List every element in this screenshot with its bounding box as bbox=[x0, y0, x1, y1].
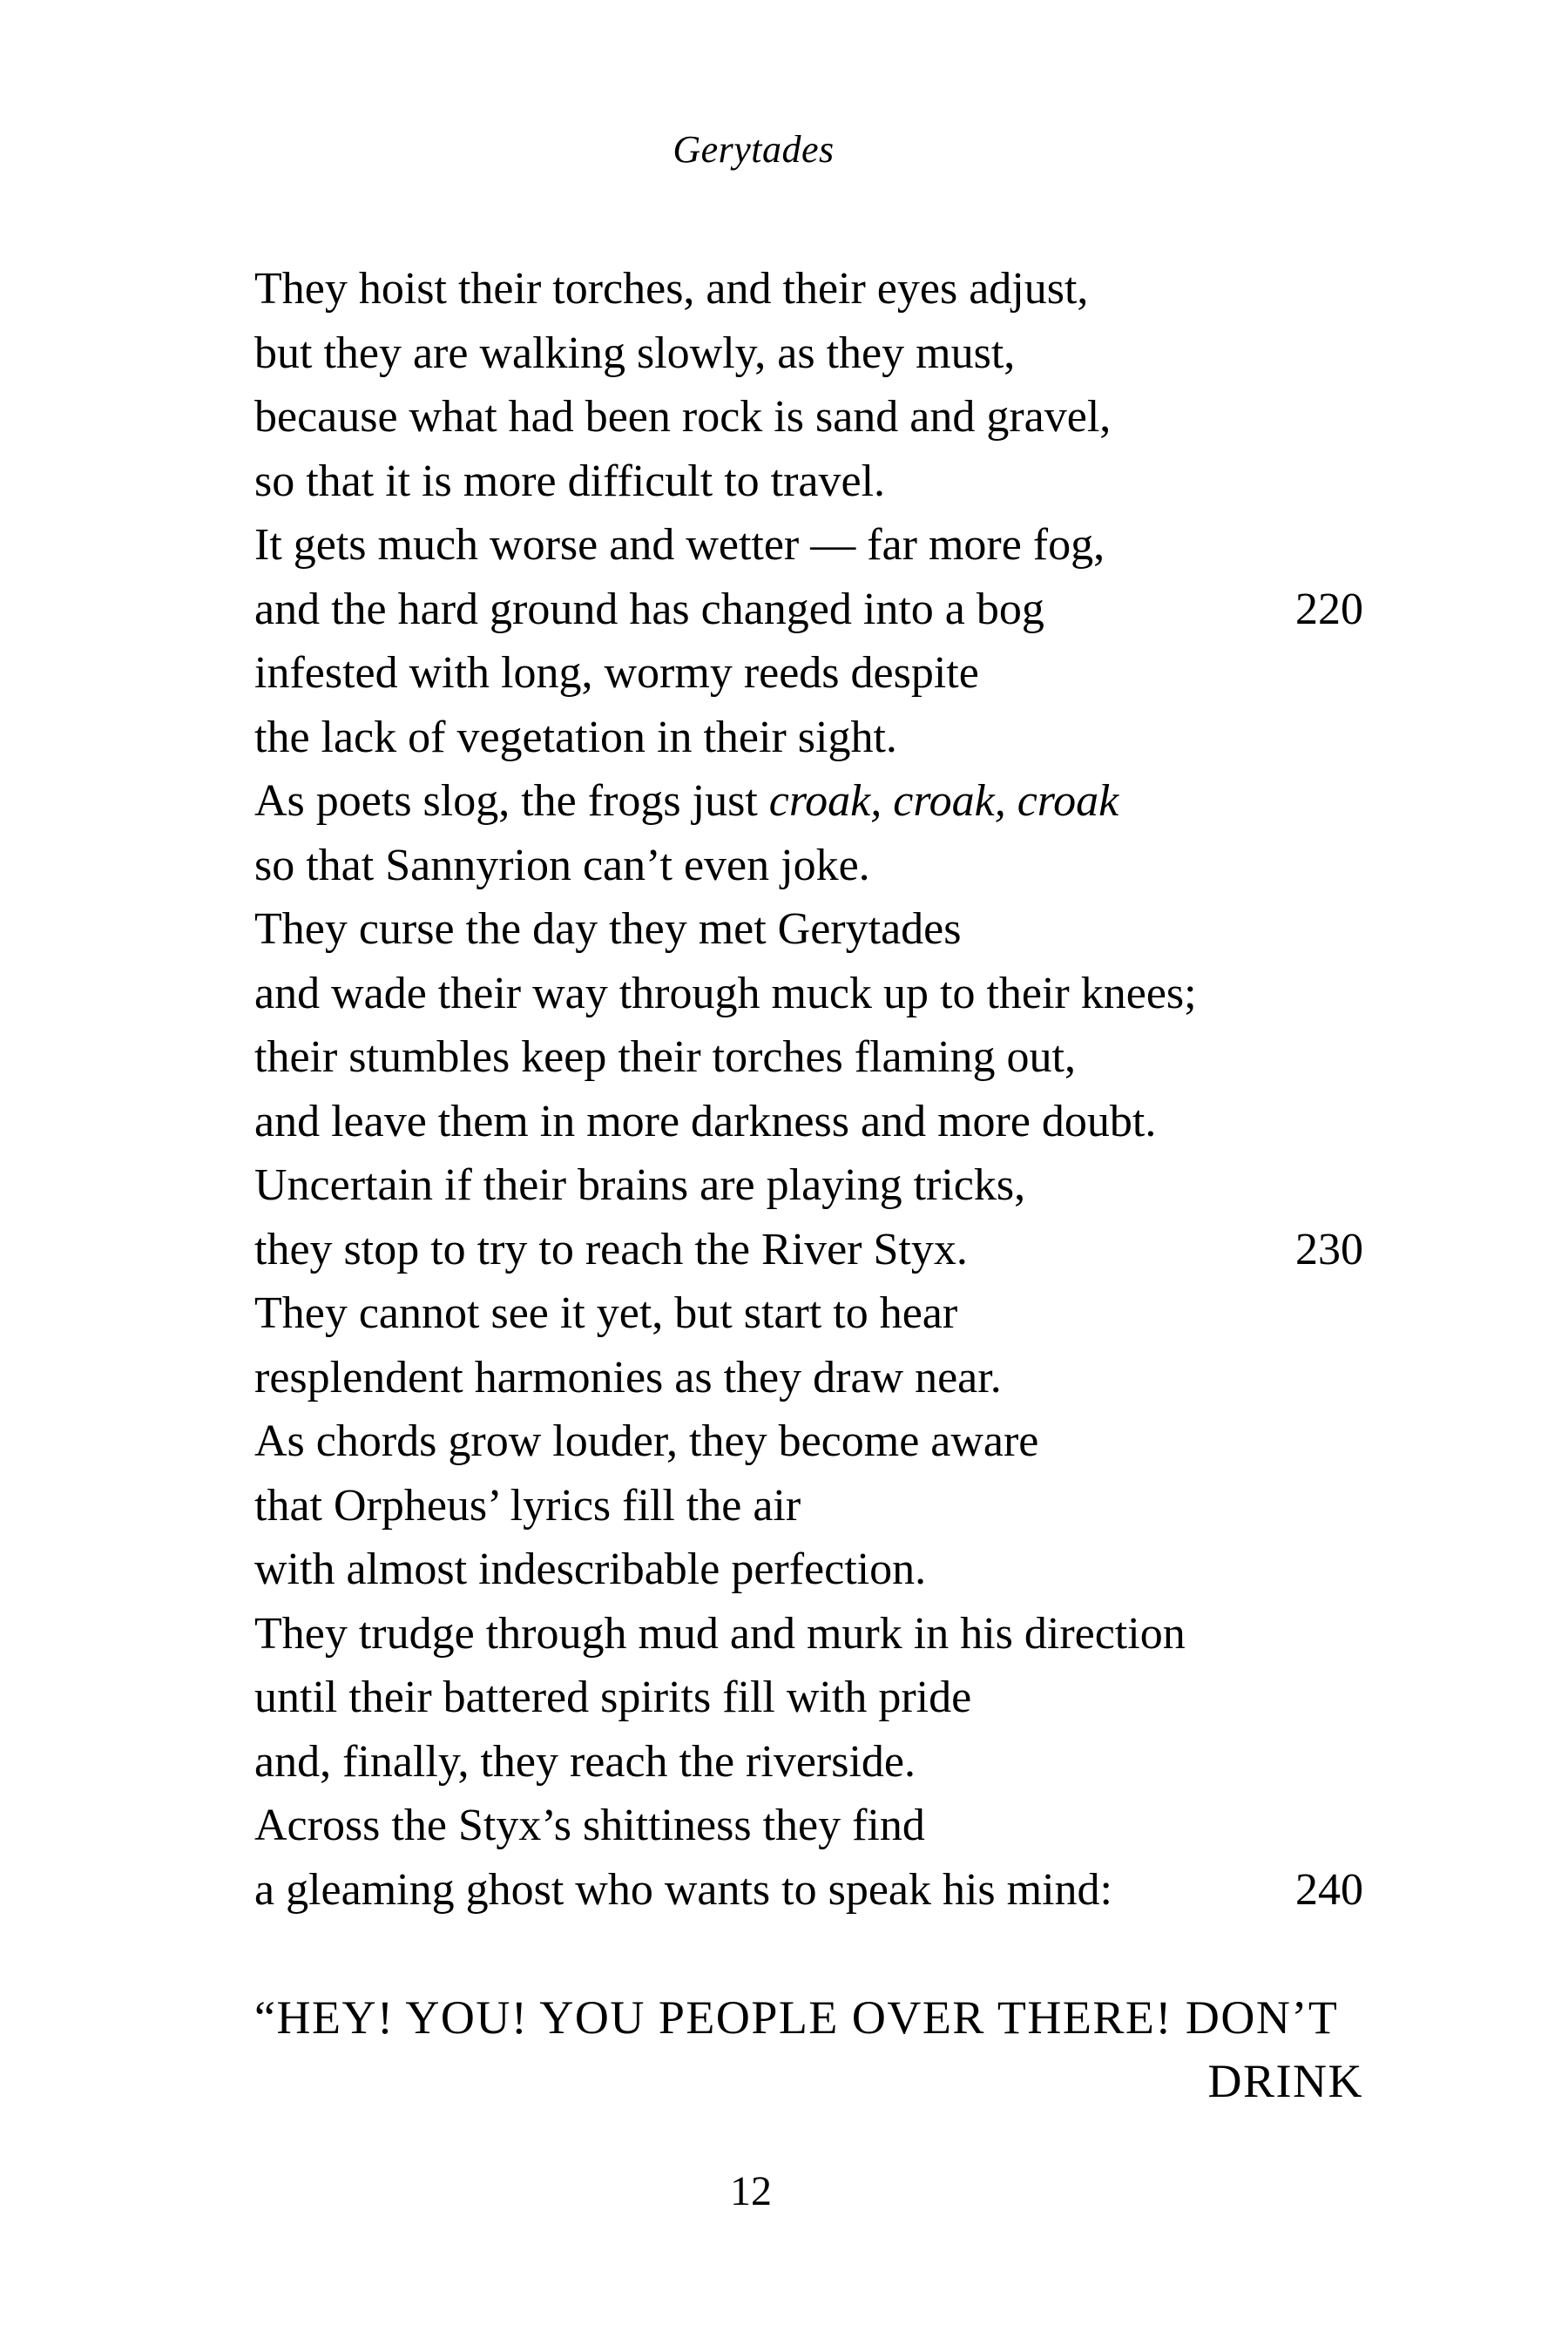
poem-line bbox=[254, 449, 1363, 514]
poem-line bbox=[254, 1602, 1363, 1666]
line-number: 240 bbox=[1295, 1864, 1363, 1915]
poem-line bbox=[254, 257, 1363, 321]
poem-line bbox=[254, 1538, 1363, 1602]
poem-line-text: As poets slog, the frogs just croak, croak, croak bbox=[254, 776, 1119, 826]
running-title: Gerytades bbox=[672, 128, 835, 171]
poem-line-text: a gleaming ghost who wants to speak his mind: bbox=[254, 1864, 1113, 1915]
poem-line bbox=[254, 706, 1363, 770]
poem-line-text: with almost indescribable perfection. bbox=[254, 1544, 927, 1594]
poem-line bbox=[254, 1218, 1363, 1282]
line-number: 230 bbox=[1295, 1224, 1363, 1274]
poem-column bbox=[254, 257, 1363, 2114]
poem-line bbox=[254, 962, 1363, 1026]
poem-line-text: and wade their way through muck up to their knees; bbox=[254, 968, 1197, 1018]
poem-line-text: until their battered spirits fill with pride bbox=[254, 1673, 972, 1722]
poem-line bbox=[254, 834, 1363, 898]
poem-line-text: and the hard ground has changed into a bog bbox=[254, 584, 1044, 634]
poem-line bbox=[254, 1474, 1363, 1538]
poem-line-text: their stumbles keep their torches flaming out, bbox=[254, 1032, 1076, 1082]
poem-line bbox=[254, 513, 1363, 578]
poem-line-text: and leave them in more darkness and more doubt. bbox=[254, 1096, 1157, 1146]
poem-line-text: the lack of vegetation in their sight. bbox=[254, 712, 897, 762]
poem-line bbox=[254, 1153, 1363, 1218]
page-number: 12 bbox=[730, 2168, 772, 2214]
poem-line bbox=[254, 897, 1363, 962]
shout-line-1: “HEY! YOU! YOU PEOPLE OVER THERE! DON’T bbox=[254, 1990, 1339, 2044]
poem-line-text: because what had been rock is sand and gravel, bbox=[254, 392, 1112, 442]
poem-line bbox=[254, 1409, 1363, 1474]
poem-line bbox=[254, 1794, 1363, 1858]
poem-line-text: It gets much worse and wetter — far more fog, bbox=[254, 520, 1105, 570]
poem-line-text: so that Sannyrion can’t even joke. bbox=[254, 840, 870, 890]
poem-line bbox=[254, 1090, 1363, 1154]
poem-line-text: Across the Styx’s shittiness they find bbox=[254, 1801, 925, 1850]
poem-line bbox=[254, 1025, 1363, 1090]
poem-line-text: They curse the day they met Gerytades bbox=[254, 904, 962, 954]
poem-line bbox=[254, 1858, 1363, 1923]
poem-line bbox=[254, 385, 1363, 449]
poem-line-text: They cannot see it yet, but start to hear bbox=[254, 1288, 958, 1338]
poem-line bbox=[254, 1730, 1363, 1794]
poem-line bbox=[254, 641, 1363, 706]
poem-line-text: Uncertain if their brains are playing tricks, bbox=[254, 1160, 1026, 1210]
poem-line-text: they stop to try to reach the River Styx. bbox=[254, 1224, 968, 1274]
poem-line bbox=[254, 1346, 1363, 1410]
poem-line-text: As chords grow louder, they become aware bbox=[254, 1416, 1039, 1466]
poem-line bbox=[254, 769, 1363, 834]
poem-line-text: resplendent harmonies as they draw near. bbox=[254, 1352, 1002, 1402]
shout-line-2: DRINK bbox=[1207, 2055, 1363, 2107]
poem-line bbox=[254, 578, 1363, 642]
stanza-gap bbox=[254, 1922, 1363, 1986]
poem-line-text: infested with long, wormy reeds despite bbox=[254, 648, 979, 698]
poem-lines bbox=[254, 257, 1363, 1922]
poem-line-text: They hoist their torches, and their eyes adjust, bbox=[254, 264, 1089, 314]
italic-phrase: croak, croak, croak bbox=[768, 776, 1119, 826]
poem-line-text: and, finally, they reach the riverside. bbox=[254, 1736, 916, 1787]
poem-line bbox=[254, 1281, 1363, 1346]
poem-line bbox=[254, 321, 1363, 386]
poem-line-text: so that it is more difficult to travel. bbox=[254, 456, 886, 506]
poem-line bbox=[254, 1666, 1363, 1730]
poem-line-text: They trudge through mud and murk in his direction bbox=[254, 1608, 1186, 1659]
poem-line-text: but they are walking slowly, as they must, bbox=[254, 328, 1016, 378]
line-number: 220 bbox=[1295, 584, 1363, 634]
poem-line-text: that Orpheus’ lyrics fill the air bbox=[254, 1480, 801, 1531]
